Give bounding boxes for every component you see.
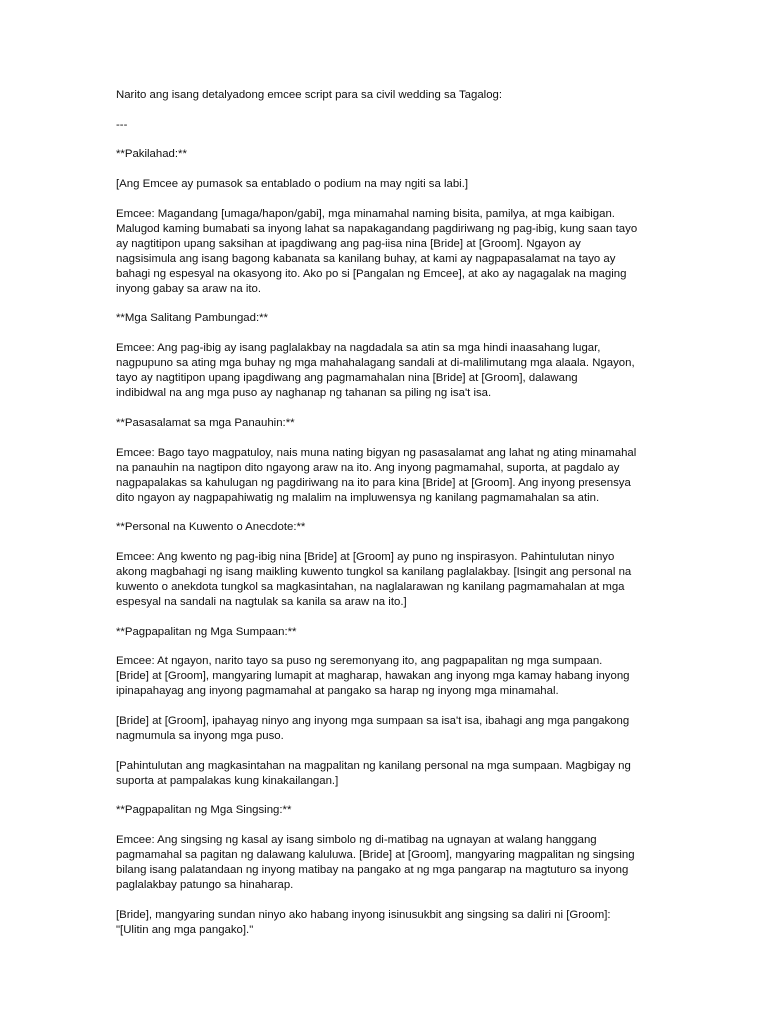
document-paragraph (116, 177, 668, 192)
document-paragraph (116, 803, 668, 818)
text-line: --- (116, 118, 128, 131)
text-line: **Pagpapalitan ng Mga Singsing:** (116, 804, 292, 817)
text-line: "[Ulitin ang mga pangako]." (116, 923, 254, 936)
text-line: nagmumula sa inyong mga puso. (116, 729, 284, 742)
text-line: suporta at pampalakas kung kinakailangan.] (116, 774, 339, 787)
text-line: nagpupuno sa ating mga buhay ng mga mahahalagang sandali at di-malilimutang mga alaala. Ngayon, (116, 357, 635, 370)
document-paragraph (116, 520, 668, 535)
text-line: dito ngayon ay nagpapahiwatig ng malalim na impluwensya ng kanilang pagmamahalan sa atin. (116, 491, 600, 504)
text-line: [Bride] at [Groom], ipahayag ninyo ang inyong mga sumpaan sa isa't isa, ibahagi ang mga pangakong (116, 714, 630, 727)
text-line: Emcee: At ngayon, narito tayo sa puso ng seremonyang ito, ang pagpapalitan ng mga sumpaan. (116, 655, 603, 668)
document-paragraph (116, 625, 668, 640)
document-paragraph (116, 550, 668, 610)
text-line: na panauhin na nagtipon dito ngayong araw na ito. Ang inyong pagmamahal, suporta, at pagdalo ay (116, 461, 620, 474)
text-line: [Pahintulutan ang magkasintahan na magpalitan ng kanilang personal na mga sumpaan. Magbigay ng (116, 759, 631, 772)
text-line: nagpapalakas sa kahulugan ng pagdiriwang na ito para kina [Bride] at [Groom]. Ang inyong presensya (116, 476, 631, 489)
text-line: Malugod kaming bumabati sa inyong lahat sa napakagandang pagdiriwang ng pag-ibig, kung saan tayo (116, 222, 638, 235)
text-line: Emcee: Ang kwento ng pag-ibig nina [Bride] at [Groom] ay puno ng inspirasyon. Pahintulutan ninyo (116, 550, 615, 563)
document-paragraph (116, 118, 668, 133)
document-paragraph (116, 416, 668, 431)
text-line: kuwento o anekdota tungkol sa magkasintahan, na naglalarawan ng kanilang pagmamahalan at mga (116, 580, 625, 593)
text-line: **Pakilahad:** (116, 148, 187, 161)
text-line: [Bride] at [Groom], mangyaring lumapit at magharap, hawakan ang inyong mga kamay habang inyong (116, 670, 630, 683)
text-line: Emcee: Bago tayo magpatuloy, nais muna nating bigyan ng pasasalamat ang lahat ng ating minamahal (116, 446, 637, 459)
text-line: indibidwal na ang mga puso ay naghanap ng tahanan sa piling ng isa't isa. (116, 387, 492, 400)
text-line: tayo ay nagtitipon upang ipagdiwang ang pagmamahalan nina [Bride] at [Groom], dalawang (116, 372, 578, 385)
document-paragraph (116, 207, 668, 297)
text-line: **Mga Salitang Pambungad:** (116, 312, 268, 325)
text-line: nagsisimula ang isang bagong kabanata sa kanilang buhay, at kami ay nagpapasalamat na tayo ay (116, 252, 616, 265)
document-paragraph (116, 654, 668, 699)
document-paragraph (116, 446, 668, 506)
document-paragraph (116, 714, 668, 744)
text-line: Emcee: Magandang [umaga/hapon/gabi], mga minamahal naming bisita, pamilya, at mga kaibigan. (116, 207, 615, 220)
document-paragraph (116, 147, 668, 162)
text-line: [Bride], mangyaring sundan ninyo ako habang inyong isinusukbit ang singsing sa daliri ni [Groom]: (116, 908, 611, 921)
document-paragraph (116, 759, 668, 789)
text-line: **Pagpapalitan ng Mga Sumpaan:** (116, 625, 297, 638)
text-line: Narito ang isang detalyadong emcee script para sa civil wedding sa Tagalog: (116, 89, 503, 101)
document-body (116, 88, 668, 938)
text-line: [Ang Emcee ay pumasok sa entablado o podium na may ngiti sa labi.] (116, 178, 469, 191)
document-paragraph (116, 311, 668, 326)
document-paragraph (116, 908, 668, 938)
text-line: inyong gabay sa araw na ito. (116, 282, 262, 295)
text-line: **Personal na Kuwento o Anecdote:** (116, 521, 306, 534)
text-line: **Pasasalamat sa mga Panauhin:** (116, 416, 295, 429)
text-line: akong magbahagi ng isang maikling kuwento tungkol sa kanilang paglalakbay. [Isingit ang personal na (116, 565, 632, 578)
text-line: bahagi ng espesyal na okasyong ito. Ako po si [Pangalan ng Emcee], at ako ay nagagalak na maging (116, 267, 627, 280)
text-line: Emcee: Ang pag-ibig ay isang paglalakbay na nagdadala sa atin sa mga hindi inaasahang lugar, (116, 342, 601, 355)
text-line: Emcee: Ang singsing ng kasal ay isang simbolo ng di-matibag na ugnayan at walang hanggang (116, 834, 597, 846)
document-paragraph (116, 341, 668, 401)
text-line: espesyal na sandali na nagtulak sa kanila sa araw na ito.] (116, 595, 407, 608)
text-line: ipinapahayag ang inyong pagmamahal at pangako sa harap ng inyong mga minamahal. (116, 685, 559, 698)
text-line: bilang isang palatandaan ng inyong matibay na pangako at ng mga pangarap na magtuturo sa inyong (116, 864, 629, 876)
text-line: ay nagtitipon upang saksihan at ipagdiwang ang pag-iisa nina [Bride] at [Groom]. Ngayon ay (116, 237, 581, 250)
document-paragraph (116, 88, 668, 103)
text-line: pagmamahal sa pagitan ng dalawang kaluluwa. [Bride] at [Groom], mangyaring magpalitan ng singsing (116, 849, 635, 861)
document-paragraph (116, 833, 668, 893)
text-line: paglalakbay patungo sa hinaharap. (116, 879, 294, 891)
